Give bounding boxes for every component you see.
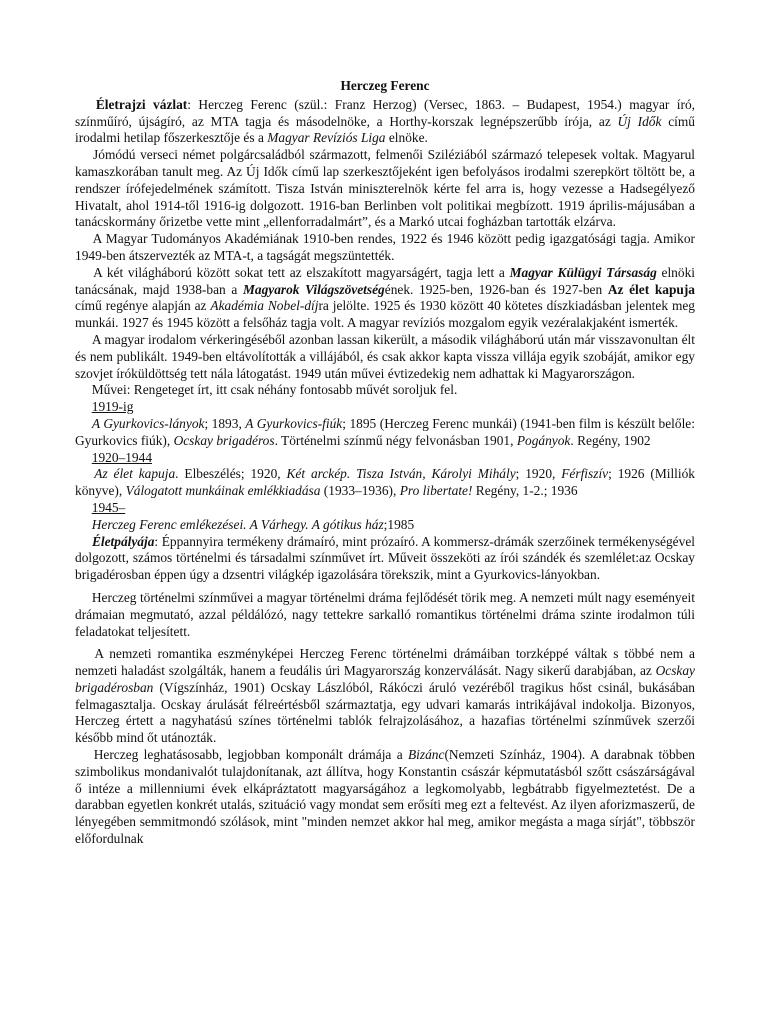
text-span: A Magyar Tudományos Akadémiának 1910-ben rendes, 1922 és 1946 között pedig igazgatósági tagja. Amikor 1949-ben átszervezték az MTA-t, a tagságát megszüntették. <box>75 231 695 263</box>
text-span: . Történelmi színmű négy felvonásban 1901, <box>274 432 517 448</box>
italic-span: Új Idők <box>617 113 662 129</box>
heading-1945 <box>75 500 695 517</box>
biography-sketch-label: Életrajzi vázlat <box>95 96 188 112</box>
document-page <box>75 78 695 848</box>
bold-span: Az élet kapuja <box>607 281 696 297</box>
underlined-heading: 1920–1944 <box>91 449 153 465</box>
text-span: : Herczeg Ferenc (szül.: Franz Herzog) (Versec, 1863. – Budapest, 1954.) magyar író, színműíró, újságíró, az MTA tagja és másodelnöke, a Horthy-korszak legnépszerűbb írója, az <box>75 96 695 129</box>
heading-1920-1944 <box>75 450 695 467</box>
italic-span: Két arckép. Tisza István, Károlyi Mihály <box>286 466 516 482</box>
italic-span: Pro libertate! <box>399 483 473 499</box>
works-1920-1944 <box>75 466 695 500</box>
italic-span: A Gyurkovics-fiúk <box>245 415 343 431</box>
paragraph-historical-plays <box>75 590 695 640</box>
text-span: Jómódú verseci német polgárcsaládból származott, felmenői Sziléziából származó telepesek voltak. Magyarul kamaszkorában tanult meg. Az Új Idők című lap szerkesztőjeként igen befolyásos irodalmi szerepkört töltött be, a rendszer írófejedelmének számított. Tisza István miniszterelnök kérte fel arra is, hogy vezesse a Hadsegélyező Hivatalt, ahol 1914-től 1916-ig dolgozott. 1916-ban Berlinben volt politikai megbízott. 1919 április-májusában a tanácskormány őrizetbe vette mint „ellenforradalmárt”, és a Markó utcai fogházban tartották elzárva. <box>75 147 695 230</box>
text-span: ; 1895 (Herczeg Ferenc munkái) (1941-ben film is készült belőle: Gyurkovics fiúk), <box>75 415 695 448</box>
italic-span: Akadémia Nobel-díj <box>210 298 319 314</box>
italic-span: Ocskay brigadéros <box>173 432 275 448</box>
text-span: Herczeg történelmi színművei a magyar történelmi dráma fejlődését törik meg. A nemzeti múlt nagy eseményeit drámaian megmutató, azzal példálózó, nagy tettekre sarkalló romantikus történelmi dráma szinte irodalmon túli feladatokat teljesített. <box>75 589 695 639</box>
text-span: elnöke. <box>385 130 428 146</box>
text-span: Művei: Rengeteget írt, itt csak néhány fontosabb művét soroljuk fel. <box>91 382 458 398</box>
text-span: című regénye alapján az <box>75 298 211 314</box>
text-span: (Vígszínház, 1901) Ocskay Lászlóból, Rákóczi áruló vezéréből tragikus hőst csinál, bukásában felmagasztalja. Ocskay árulását félreértésből származtatja, egy udvari kamarás intrikájával indokolja. Bizonyos, Herczeg értett a nagyhatású színes történelmi tablók felrajzolásához, a hazafias történelmi színművek szerzői később mind őt utánozták. <box>75 679 695 746</box>
text-span: Regény, 1-2.; 1936 <box>472 483 578 499</box>
paragraph-romanticism <box>75 646 695 747</box>
text-span: . Regény, 1902 <box>570 432 651 448</box>
italic-span: A Gyurkovics-lányok <box>91 415 205 431</box>
text-span: Herczeg leghatásosabb, legjobban komponált drámája a <box>93 747 408 763</box>
bold-italic-span: Magyarok Világszövetség <box>242 281 385 297</box>
underlined-heading: 1919-ig <box>91 399 134 415</box>
paragraph-interwar <box>75 265 695 332</box>
heading-1919 <box>75 399 695 416</box>
text-span: ; 1926 (Milliók könyve), <box>75 466 695 499</box>
italic-span: Az élet kapuja <box>94 466 176 482</box>
italic-span: Bizánc <box>407 747 445 763</box>
text-span: elnöki tanácsának, majd 1938-ban a <box>75 264 695 297</box>
works-1945 <box>75 517 695 534</box>
text-span: (Nemzeti Színház, 1904). A darabnak többen szimbolikus mondanivalót tulajdonítanak, azt állítva, hogy Konstantin császár képmutatásból szőtt császárságával ő intéze a millenniumi évek elkápráztatott magyarságához a legkomolyabb, legbátrabb figyelmeztetést. De a darabban egyetlen konkrét utalás, szituáció vagy mondat sem erősíti meg ezt a feltevést. Az ilyen aforizmaszerű, de lényegében semmitmondó szólások, mint "minden nemzet akkor hal meg, amikor megásta a maga sírját", többször előfordulnak <box>75 747 695 847</box>
text-span: ra jelölte. 1925 és 1930 között 40 kötetes díszkiadásban jelentek meg munkái. 1927 és 1945 között a felsőház tagja volt. A magyar revíziós mozgalom egyik vezéralakjaként ismerték. <box>75 298 695 331</box>
works-1919 <box>75 416 695 450</box>
text-span: című irodalmi hetilap főszerkesztője és a <box>75 113 695 146</box>
text-span: ; 1893, <box>204 415 246 431</box>
underlined-heading: 1945– <box>91 499 126 515</box>
text-span: A két világháború között sokat tett az elszakított magyarságért, tagja lett a <box>93 264 510 280</box>
italic-span: Herczeg Ferenc emlékezései. A Várhegy. A gótikus ház <box>91 516 384 532</box>
paragraph-academy <box>75 231 695 265</box>
paragraph-origins <box>75 147 695 231</box>
italic-span: Magyar Revíziós Liga <box>267 130 386 146</box>
text-span: . Elbeszélés; 1920, <box>175 466 287 482</box>
italic-span: Pogányok <box>516 432 571 448</box>
text-span: : Éppannyira termékeny drámaíró, mint prózaíró. A kommersz-drámák szerzőinek termékenységével dolgozott, számos történelmi és társadalmi színművet írt. Műveit összeköti az írói szándék és szemlélet:az Ocskay brigadérosban éppen úgy a dzsentri világkép igazolására törekszik, mint a Gyurkovics-lányokban. <box>75 533 695 583</box>
paragraph-biography-sketch <box>75 97 695 147</box>
italic-span: Férfiszív <box>561 466 609 482</box>
paragraph-bizanc <box>75 747 695 848</box>
paragraph-works-intro <box>75 382 695 399</box>
text-span: ; 1920, <box>515 466 562 482</box>
text-span: A nemzeti romantika eszményképei Herczeg Ferenc történelmi drámáiban torzképpé váltak s többé nem a nemzeti haladást szolgálták, hanem a feudális úri Magyarország konzerválását. Nagy sikerű darabjában, az <box>75 646 695 679</box>
text-span: ;1985 <box>383 516 415 532</box>
italic-span: Válogatott munkáinak emlékkiadása <box>125 483 321 499</box>
bold-italic-span: Magyar Külügyi Társaság <box>509 264 657 280</box>
paragraph-career <box>75 534 695 584</box>
paragraph-decline <box>75 332 695 382</box>
italic-span: Ocskay brigadérosban <box>75 663 695 695</box>
text-span: ének. 1925-ben, 1926-ban és 1927-ben <box>384 281 608 297</box>
text-span: A magyar irodalom vérkeringéséből azonban lassan kikerült, a második világháború után már visszavonultan élt és nem publikált. 1949-ben eltávolították a villájából, és csak akkor kapta vissza villája egyik szobáját, amikor egy szovjet íróküldöttség tett nála látogatást. 1949 után művei évtizedekig nem adhattak ki Magyarországon. <box>75 331 695 381</box>
text-span: (1933–1936), <box>320 483 400 499</box>
career-label: Életpályája <box>91 533 155 549</box>
page-title: Herczeg Ferenc <box>340 78 430 93</box>
